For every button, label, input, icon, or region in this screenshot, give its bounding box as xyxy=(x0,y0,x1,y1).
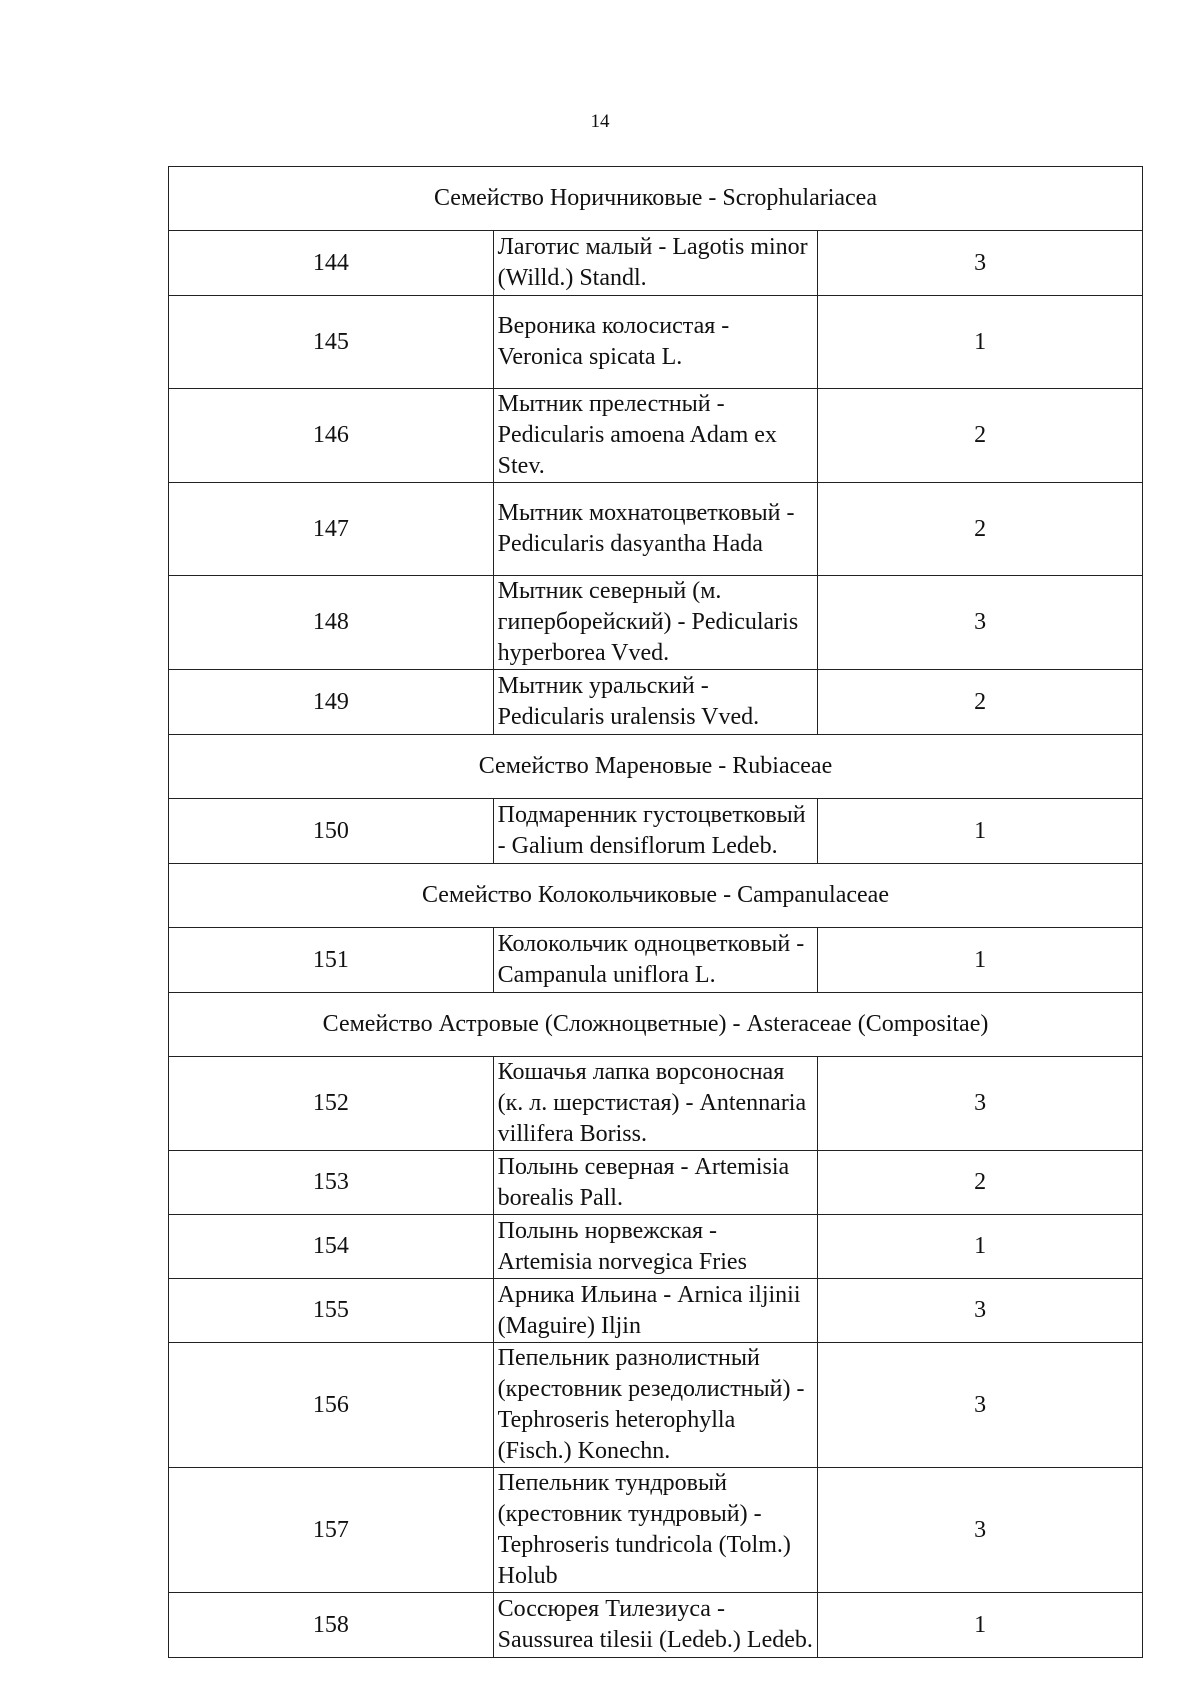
species-name: Мытник уральский - Pedicularis uralensis Vved. xyxy=(493,670,818,735)
row-number: 154 xyxy=(169,1215,494,1279)
species-name: Лаготис малый - Lagotis minor (Willd.) Standl. xyxy=(493,231,818,296)
table-row xyxy=(169,928,1143,993)
table-row xyxy=(169,799,1143,864)
species-name: Полынь северная - Artemisia borealis Pall. xyxy=(493,1151,818,1215)
rarity-category: 3 xyxy=(818,1057,1143,1151)
species-name: Мытник северный (м. гиперборейский) - Pedicularis hyperborea Vved. xyxy=(493,576,818,670)
row-number: 144 xyxy=(169,231,494,296)
page-number: 14 xyxy=(590,111,610,132)
rarity-category: 1 xyxy=(818,296,1143,389)
rarity-category: 3 xyxy=(818,576,1143,670)
row-number: 152 xyxy=(169,1057,494,1151)
species-name: Мытник мохнатоцветковый - Pedicularis dasyantha Hada xyxy=(493,483,818,576)
row-number: 156 xyxy=(169,1343,494,1468)
rarity-category: 2 xyxy=(818,389,1143,483)
rarity-category: 2 xyxy=(818,483,1143,576)
row-number: 146 xyxy=(169,389,494,483)
row-number: 158 xyxy=(169,1593,494,1658)
family-heading: Семейство Норичниковые - Scrophulariacea xyxy=(169,167,1143,231)
family-row xyxy=(169,167,1143,231)
species-name: Мытник прелестный - Pedicularis amoena Adam ex Stev. xyxy=(493,389,818,483)
rarity-category: 3 xyxy=(818,1279,1143,1343)
rarity-category: 3 xyxy=(818,231,1143,296)
species-name: Вероника колосистая - Veronica spicata L. xyxy=(493,296,818,389)
family-heading: Семейство Мареновые - Rubiaceae xyxy=(169,735,1143,799)
table-row xyxy=(169,1057,1143,1151)
species-name: Арника Ильина - Arnica iljinii (Maguire) Iljin xyxy=(493,1279,818,1343)
species-name: Кошачья лапка ворсоносная (к. л. шерстистая) - Antennaria villifera Boriss. xyxy=(493,1057,818,1151)
species-name: Колокольчик одноцветковый - Campanula uniflora L. xyxy=(493,928,818,993)
table-row xyxy=(169,389,1143,483)
row-number: 150 xyxy=(169,799,494,864)
table-row xyxy=(169,1279,1143,1343)
rarity-category: 1 xyxy=(818,799,1143,864)
rarity-category: 2 xyxy=(818,1151,1143,1215)
rarity-category: 1 xyxy=(818,1593,1143,1658)
table-row xyxy=(169,231,1143,296)
rarity-category: 1 xyxy=(818,928,1143,993)
rarity-category: 1 xyxy=(818,1215,1143,1279)
table-row xyxy=(169,1468,1143,1593)
row-number: 151 xyxy=(169,928,494,993)
family-row xyxy=(169,993,1143,1057)
rarity-category: 3 xyxy=(818,1343,1143,1468)
species-name: Полынь норвежская - Artemisia norvegica Fries xyxy=(493,1215,818,1279)
row-number: 149 xyxy=(169,670,494,735)
species-table xyxy=(168,166,1143,1658)
rarity-category: 3 xyxy=(818,1468,1143,1593)
table-row xyxy=(169,296,1143,389)
table-row xyxy=(169,1215,1143,1279)
row-number: 147 xyxy=(169,483,494,576)
family-heading: Семейство Астровые (Сложноцветные) - Asteraceae (Compositae) xyxy=(169,993,1143,1057)
rarity-category: 2 xyxy=(818,670,1143,735)
table-row xyxy=(169,1593,1143,1658)
family-row xyxy=(169,864,1143,928)
family-heading: Семейство Колокольчиковые - Campanulaceae xyxy=(169,864,1143,928)
row-number: 145 xyxy=(169,296,494,389)
species-name: Подмаренник густоцветковый - Galium densiflorum Ledeb. xyxy=(493,799,818,864)
species-name: Соссюрея Тилезиуса - Saussurea tilesii (Ledeb.) Ledeb. xyxy=(493,1593,818,1658)
row-number: 153 xyxy=(169,1151,494,1215)
table-row xyxy=(169,1343,1143,1468)
family-row xyxy=(169,735,1143,799)
table-row xyxy=(169,670,1143,735)
row-number: 148 xyxy=(169,576,494,670)
table-row xyxy=(169,1151,1143,1215)
row-number: 155 xyxy=(169,1279,494,1343)
table-row xyxy=(169,483,1143,576)
table-row xyxy=(169,576,1143,670)
species-name: Пепельник разнолистный (крестовник резедолистный) - Tephroseris heterophylla (Fisch.) Konechn. xyxy=(493,1343,818,1468)
species-name: Пепельник тундровый (крестовник тундровый) - Tephroseris tundricola (Tolm.) Holub xyxy=(493,1468,818,1593)
row-number: 157 xyxy=(169,1468,494,1593)
